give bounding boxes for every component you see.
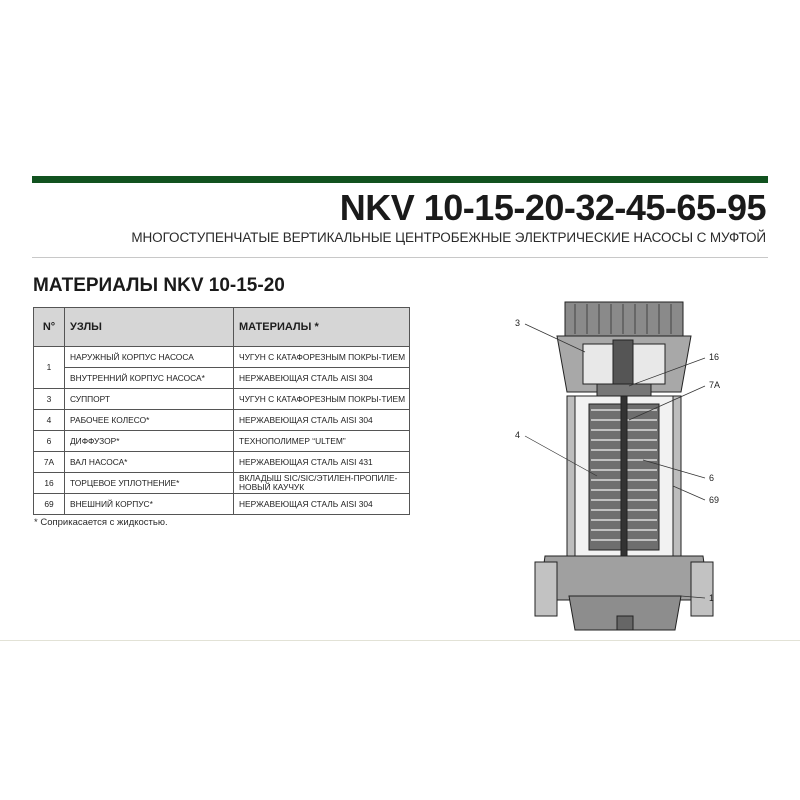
header-material: МАТЕРИАЛЫ * <box>234 308 410 347</box>
row-material: НЕРЖАВЕЮЩАЯ СТАЛЬ AISI 304 <box>234 494 410 515</box>
row-number: 1 <box>34 347 65 389</box>
table-row <box>34 431 410 452</box>
page-title: NKV 10-15-20-32-45-65-95 <box>339 187 766 228</box>
bottom-divider <box>0 640 800 641</box>
row-part: ВНУТРЕННИЙ КОРПУС НАСОСА* <box>65 368 234 389</box>
row-material: ВКЛАДЫШ SIC/SIC/ЭТИЛЕН-ПРОПИЛЕ-НОВЫЙ КАУЧУК <box>234 473 410 494</box>
row-part: ТОРЦЕВОЕ УПЛОТНЕНИЕ* <box>65 473 234 494</box>
table-row <box>34 389 410 410</box>
callout-6: 6 <box>709 473 715 483</box>
row-number: 16 <box>34 473 65 494</box>
callout-3: 3 <box>515 318 521 328</box>
table-row <box>34 368 410 389</box>
table-row <box>34 347 410 368</box>
row-number: 6 <box>34 431 65 452</box>
callout-16: 16 <box>709 352 720 362</box>
table-row <box>34 473 410 494</box>
header-accent-bar <box>32 176 768 183</box>
header-number: N° <box>34 308 65 347</box>
callout-7a: 7A <box>709 380 721 390</box>
pump-cross-section-diagram <box>505 300 745 640</box>
row-part: ДИФФУЗОР* <box>65 431 234 452</box>
row-part: РАБОЧЕЕ КОЛЕСО* <box>65 410 234 431</box>
table-row <box>34 410 410 431</box>
table-row <box>34 452 410 473</box>
row-material: НЕРЖАВЕЮЩАЯ СТАЛЬ AISI 304 <box>234 368 410 389</box>
pump-drawing <box>535 302 713 630</box>
row-number: 4 <box>34 410 65 431</box>
row-number: 3 <box>34 389 65 410</box>
materials-table <box>33 307 410 515</box>
row-number: 7A <box>34 452 65 473</box>
table-header-row <box>34 308 410 347</box>
row-material: НЕРЖАВЕЮЩАЯ СТАЛЬ AISI 431 <box>234 452 410 473</box>
header-part: УЗЛЫ <box>65 308 234 347</box>
footnote: * Соприкасается с жидкостью. <box>34 517 168 528</box>
callout-69: 69 <box>709 495 720 505</box>
callout-1: 1 <box>709 593 715 603</box>
row-part: ВАЛ НАСОСА* <box>65 452 234 473</box>
section-title: МАТЕРИАЛЫ NKV 10-15-20 <box>33 275 285 296</box>
row-material: НЕРЖАВЕЮЩАЯ СТАЛЬ AISI 304 <box>234 410 410 431</box>
row-part: НАРУЖНЫЙ КОРПУС НАСОСА <box>65 347 234 368</box>
row-number: 69 <box>34 494 65 515</box>
row-part: СУППОРТ <box>65 389 234 410</box>
row-material: ЧУГУН С КАТАФОРЕЗНЫМ ПОКРЫ-ТИЕМ <box>234 347 410 368</box>
table-row <box>34 494 410 515</box>
callout-4: 4 <box>515 430 521 440</box>
row-part: ВНЕШНИЙ КОРПУС* <box>65 494 234 515</box>
page-subtitle: МНОГОСТУПЕНЧАТЫЕ ВЕРТИКАЛЬНЫЕ ЦЕНТРОБЕЖНЫЕ ЭЛЕКТРИЧЕСКИЕ НАСОСЫ С МУФТОЙ <box>131 230 766 245</box>
row-material: ЧУГУН С КАТАФОРЕЗНЫМ ПОКРЫ-ТИЕМ <box>234 389 410 410</box>
header-divider <box>32 257 768 258</box>
row-material: ТЕХНОПОЛИМЕР “ULTEM” <box>234 431 410 452</box>
